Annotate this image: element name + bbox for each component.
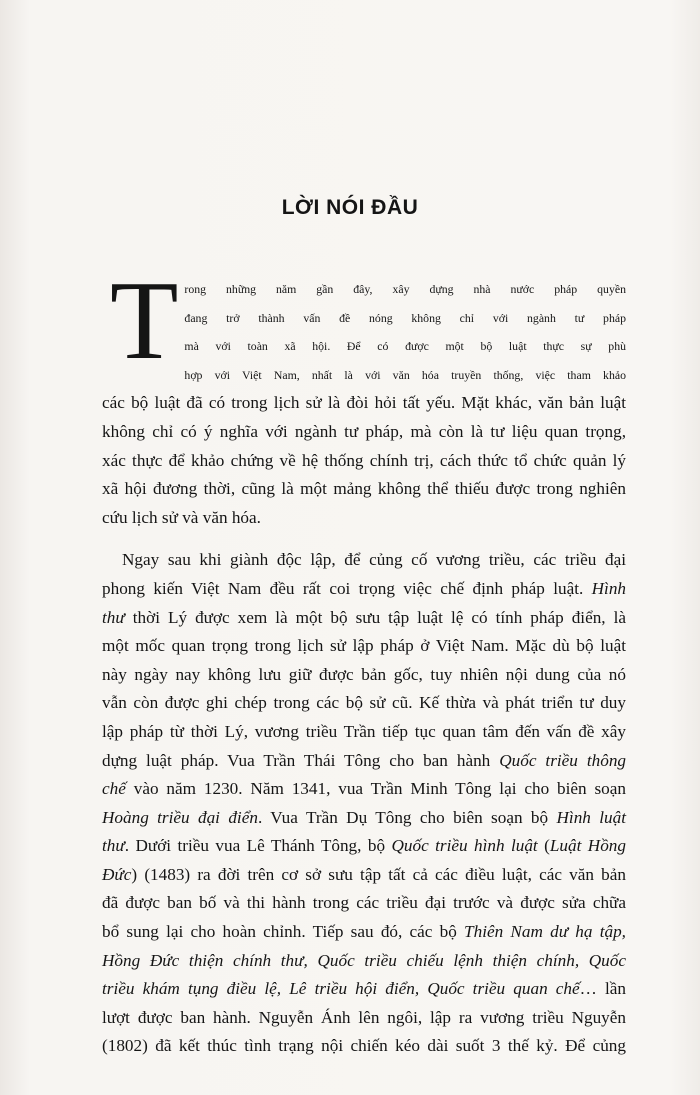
text-line: lập pháp từ thời Lý, vương triều Trần tiếp tục quan tâm đến vấn đề xây (102, 721, 626, 741)
text-line: này ngày nay không lưu giữ được bản gốc, tuy nhiên nội dung của nó (102, 664, 626, 684)
text-line: bổ sung lại cho hoàn chỉnh. Tiếp sau đó, các bộ Thiên Nam dư hạ tập, (102, 922, 626, 942)
text-line: phong kiến Việt Nam đều rất coi trọng việc chế định pháp luật. Hình (102, 578, 626, 598)
text-line: đã được ban bố và thi hành trong các triều đại trước và được sửa chữa (102, 893, 626, 913)
text-line: vẫn còn được ghi chép trong các bộ sử cũ. Kế thừa và phát triển tư duy (102, 693, 626, 713)
body-text (102, 259, 627, 1061)
text-line: Hoàng triều đại điển. Vua Trần Dụ Tông cho biên soạn bộ Hình luật (102, 807, 626, 827)
text-line: rong những năm gần đây, xây dựng nhà nước pháp quyền (184, 282, 626, 296)
text-line: chế vào năm 1230. Năm 1341, vua Trần Minh Tông lại cho biên soạn (102, 779, 626, 799)
text-line: xác thực để khảo chứng về hệ thống chính trị, cách thức tổ chức quản lý (102, 450, 626, 470)
text-line: triều khám tụng điều lệ, Lê triều hội điển, Quốc triều quan chế… lần (102, 979, 626, 999)
text-line: Đức) (1483) ra đời trên cơ sở sưu tập tất cả các điều luật, các văn bản (102, 864, 626, 884)
text-line: hợp với Việt Nam, nhất là với văn hóa truyền thống, việc tham khảo (184, 367, 626, 382)
page-title: LỜI NÓI ĐẦU (281, 196, 419, 219)
text-line: đang trở thành vấn đề nóng không chỉ với ngành tư pháp (184, 310, 626, 325)
text-line: các bộ luật đã có trong lịch sử là đòi hỏi tất yếu. Mặt khác, văn bản luật (102, 393, 626, 413)
text-line: một mốc quan trọng trong lịch sử lập pháp ở Việt Nam. Mặc dù bộ luật (102, 636, 626, 656)
text-line: thư thời Lý được xem là một bộ sưu tập luật lệ có tính pháp điển, là (102, 607, 626, 627)
text-line: Ngay sau khi giành độc lập, để củng cố vương triều, các triều đại (122, 550, 626, 570)
paragraph-1 (102, 259, 626, 532)
text-line: thư. Dưới triều vua Lê Thánh Tông, bộ Quốc triều hình luật (Luật Hồng (102, 836, 626, 856)
text-line: xã hội đương thời, cũng là một mảng không thể thiếu được trong nghiên (102, 479, 626, 499)
text-line: mà với toàn xã hội. Để có được một bộ luật thực sự phù (184, 339, 626, 354)
paragraph-2 (102, 546, 626, 1061)
text-line: dựng luật pháp. Vua Trần Thái Tông cho ban hành Quốc triều thông (102, 750, 627, 770)
text-line: (1802) đã kết thúc tình trạng nội chiến kéo dài suốt 3 thế kỷ. Để củng (102, 1036, 626, 1056)
text-line: không chỉ có ý nghĩa với ngành tư pháp, mà còn là tư liệu quan trọng, (102, 421, 626, 441)
text-line: Hồng Đức thiện chính thư, Quốc triều chiếu lệnh thiện chính, Quốc (102, 950, 626, 970)
text-line: lượt được ban hành. Nguyễn Ánh lên ngôi, lập ra vương triều Nguyễn (102, 1007, 626, 1027)
text-line: cứu lịch sử và văn hóa. (102, 507, 261, 527)
drop-cap: T (110, 259, 179, 383)
